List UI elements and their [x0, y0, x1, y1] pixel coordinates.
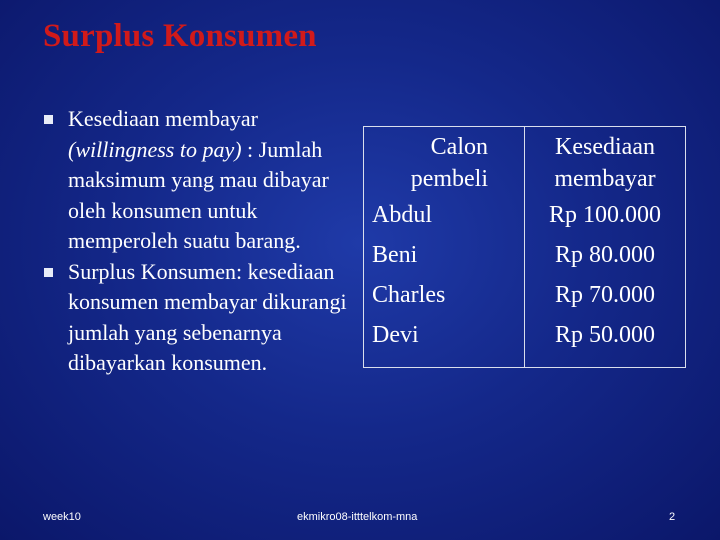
- bullet-text-italic: (willingness to pay): [68, 136, 242, 162]
- bullet-list: [42, 104, 347, 379]
- table-header-buyer: Calon pembeli: [410, 134, 488, 192]
- footer-left: week10: [43, 511, 81, 523]
- square-bullet-icon: [44, 115, 53, 124]
- table-row: [364, 127, 686, 368]
- bullet-text-pre: Kesediaan membayar: [68, 106, 258, 131]
- table-cell-value: Rp 80.000: [554, 242, 655, 268]
- bullet-text-post: : Jumlah maksimum yang mau dibayar oleh konsumen untuk memperoleh suatu barang.: [68, 136, 329, 253]
- table-header-willingness: Kesediaan membayar: [554, 134, 656, 192]
- willingness-table: [363, 126, 686, 368]
- bullet-item-willingness: [42, 104, 347, 257]
- table-cell-name: Devi: [372, 322, 419, 348]
- square-bullet-icon: [44, 268, 53, 277]
- table-cell-name: Charles: [372, 282, 446, 308]
- footer-center: ekmikro08-itttelkom-mna: [297, 511, 418, 523]
- table-cell-value: Rp 50.000: [554, 322, 655, 348]
- table-cell-value: Rp 70.000: [554, 282, 655, 308]
- table-column-left: [364, 127, 525, 368]
- slide-title: Surplus Konsumen: [43, 18, 317, 54]
- table-cell-name: Abdul: [372, 202, 432, 228]
- bullet-text: Surplus Konsumen: kesediaan konsumen membayar dikurangi jumlah yang sebenarnya dibayarkan konsumen.: [68, 258, 347, 375]
- footer-page-number: 2: [669, 511, 676, 523]
- table-cell-name: Beni: [372, 242, 418, 268]
- table-column-right: [525, 127, 686, 368]
- table-cell-value: Rp 100.000: [548, 202, 661, 228]
- bullet-item-surplus: [42, 257, 347, 379]
